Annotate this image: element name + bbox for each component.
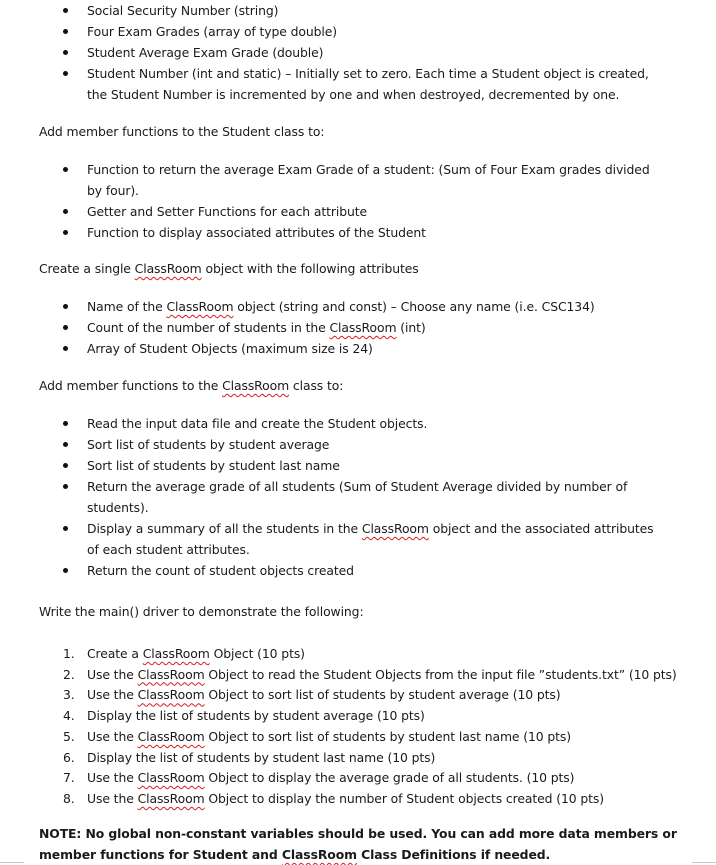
spellcheck-word: ClassRoom [137, 687, 205, 703]
bullet-icon [63, 526, 68, 531]
list-item: 4. Display the list of students by student average (10 pts) [63, 708, 425, 724]
list-item [0, 21, 667, 42]
list-item: 5. Use the ClassRoom Object to sort list of students by student last name (10 pts) [63, 728, 572, 744]
list-item-text: Getter and Setter Functions for each attribute [87, 204, 368, 219]
list-item: 1. Create a ClassRoom Object (10 pts) [63, 646, 305, 661]
bullet-icon [63, 463, 68, 468]
list-item [0, 42, 667, 63]
spellcheck-word: ClassRoom [329, 320, 397, 335]
spellcheck-word: ClassRoom [166, 299, 234, 314]
list-item: 7. Use the ClassRoom Object to display the average grade of all students. (10 pts) [63, 770, 575, 786]
spellcheck-word: ClassRoom [137, 770, 205, 786]
list-item [0, 201, 667, 222]
spellcheck-word: ClassRoom [137, 666, 205, 682]
list-item: Name of the ClassRoom object (string and const) – Choose any name (i.e. CSC134) [0, 296, 667, 317]
list-item: 3. Use the ClassRoom Object to sort list of students by student average (10 pts) [63, 687, 561, 703]
list-item: Sort list of students by student average [0, 434, 667, 455]
list-item: Array of Student Objects (maximum size is 24) [0, 338, 667, 359]
list-item: Sort list of students by student last name [0, 455, 667, 476]
list-item: Return the count of student objects created [0, 560, 667, 581]
list-item: Count of the number of students in the ClassRoom (int) [0, 317, 667, 338]
page-edge-divider [692, 862, 716, 863]
list-item: 6. Display the list of students by student last name (10 pts) [63, 749, 436, 765]
list-item-text: Function to display associated attributes of the Student [87, 225, 426, 240]
classroom-functions-list [0, 413, 716, 581]
paragraph-classroom: Create a single ClassRoom object with the following attributes [39, 261, 419, 276]
page-edge-divider [0, 862, 24, 863]
list-item: Read the input data file and create the Student objects. [0, 413, 667, 434]
list-item-text: Social Security Number (string) [87, 3, 279, 18]
list-item [0, 159, 667, 201]
spellcheck-word: ClassRoom [142, 646, 210, 661]
spellcheck-word: ClassRoom [134, 261, 202, 276]
spellcheck-word: ClassRoom [222, 378, 290, 393]
bullet-icon [63, 346, 68, 351]
student-functions-list [0, 159, 716, 243]
list-item: Display a summary of all the students in the ClassRoom object and the associated attributes of each student attributes. [0, 518, 667, 560]
list-item-text: Four Exam Grades (array of type double) [87, 24, 338, 39]
list-item [0, 63, 667, 105]
list-item-text: Function to return the average Exam Grade of a student: (Sum of Four Exam grades divided by four). [87, 162, 650, 198]
list-item [0, 222, 667, 243]
list-item [0, 0, 667, 21]
spellcheck-word: ClassRoom [137, 790, 205, 806]
list-item-text: Student Average Exam Grade (double) [87, 45, 324, 60]
bullet-icon [63, 209, 68, 214]
bullet-icon [63, 230, 68, 235]
bullet-icon [63, 50, 68, 55]
paragraph-student-functions: Add member functions to the Student class to: [39, 124, 325, 139]
spellcheck-word: ClassRoom [281, 847, 357, 862]
list-item: Return the average grade of all students (Sum of Student Average divided by number of students). [0, 476, 667, 518]
student-attributes-list [0, 0, 716, 105]
spellcheck-word: ClassRoom [361, 521, 429, 536]
list-item: 2. Use the ClassRoom Object to read the Student Objects from the input file ”students.txt” (10 pts) [63, 666, 677, 682]
bullet-icon [63, 568, 68, 573]
bullet-icon [63, 421, 68, 426]
bullet-icon [63, 71, 68, 76]
bullet-icon [63, 167, 68, 172]
paragraph-main-driver: Write the main() driver to demonstrate the following: [39, 604, 364, 619]
spellcheck-word: ClassRoom [137, 728, 205, 744]
main-steps-list [0, 644, 677, 810]
classroom-attributes-list [0, 296, 716, 359]
bullet-icon [63, 325, 68, 330]
list-item-text: Student Number (int and static) – Initially set to zero. Each time a Student object is created, the Student Number is incremented by one and when destroyed, decremented by one. [87, 66, 649, 102]
bullet-icon [63, 484, 68, 489]
paragraph-classroom-functions: Add member functions to the ClassRoom class to: [39, 378, 344, 393]
list-item: 8. Use the ClassRoom Object to display the number of Student objects created (10 pts) [63, 790, 605, 806]
bullet-icon [63, 442, 68, 447]
bullet-icon [63, 304, 68, 309]
note-paragraph: NOTE: No global non-constant variables should be used. You can add more data members or member functions for Student and ClassRoom Class Definitions if needed. [39, 826, 677, 862]
bullet-icon [63, 29, 68, 34]
bullet-icon [63, 8, 68, 13]
